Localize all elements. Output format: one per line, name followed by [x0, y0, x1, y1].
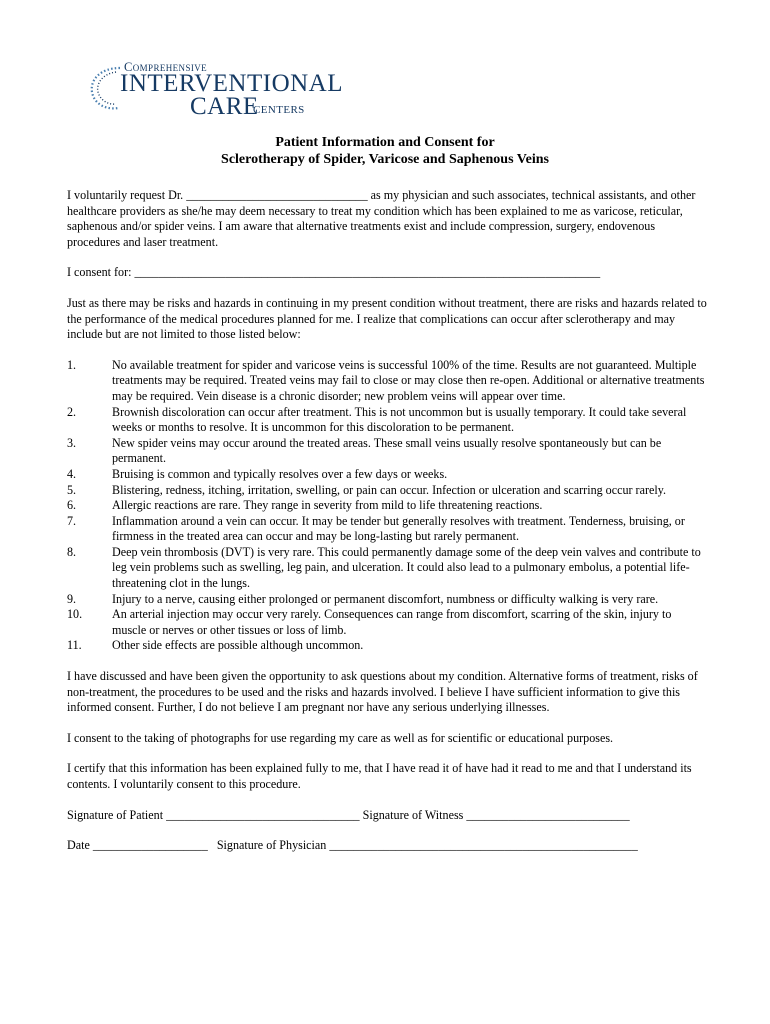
- company-logo: [86, 58, 344, 122]
- list-text: Injury to a nerve, causing either prolonged or permanent discomfort, numbness or difficulty walking is very rare.: [112, 591, 659, 606]
- list-item: [67, 498, 707, 514]
- list-text: Inflammation around a vein can occur. It may be tender but generally resolves with treatment. Tenderness, bruising, or firmness in the treated area can occur and may be long-lasting but rarely permanent.: [112, 513, 685, 544]
- list-number: 4.: [67, 466, 77, 481]
- list-number: 2.: [67, 404, 77, 419]
- list-text: Bruising is common and typically resolves over a few days or weeks.: [112, 466, 448, 481]
- list-item: [67, 483, 707, 499]
- list-item: [67, 436, 707, 467]
- witness-signature-field[interactable]: Signature of Witness ___________________________: [362, 807, 630, 822]
- discussed-paragraph: I have discussed and have been given the opportunity to ask questions about my condition. Alternative forms of treatment, risks of non-treatment, the procedures to be used and the risks and hazards involved. I believe I have sufficient information to give this informed consent. Further, I do not believe I am pregnant nor have any serious underlying illnesses.: [67, 669, 698, 715]
- logo-line-4: CENTERS: [253, 104, 305, 116]
- list-text: Brownish discoloration can occur after treatment. This is not uncommon but is usually temporary. It could take several weeks or months to resolve. It is uncommon for this discoloration to be permanent.: [112, 404, 687, 435]
- list-number: 10.: [67, 607, 83, 622]
- list-text: New spider veins may occur around the treated areas. These small veins usually resolve spontaneously but can be permanent.: [112, 435, 662, 466]
- signature-row-1: [67, 808, 707, 824]
- intro-paragraph: I voluntarily request Dr. ______________________________ as my physician and such associates, technical assistants, and other healthcare providers as she/he may deem necessary to treat my condition which has been explained to me as varicose, reticular, saphenous and/or spider veins. I am aware that alternative treatments exist and include compression, surgery, endovenous procedures and laser treatment.: [67, 188, 696, 249]
- logo-line-2: INTERVENTIONAL: [120, 70, 344, 97]
- certify-paragraph: I certify that this information has been explained fully to me, that I have read it of have had it read to me and that I understand its contents. I voluntarily consent to this procedure.: [67, 761, 692, 791]
- physician-signature-field[interactable]: Signature of Physician ___________________________________________________: [216, 838, 638, 853]
- logo-line-3: CARE: [190, 93, 259, 120]
- list-text: An arterial injection may occur very rarely. Consequences can range from discomfort, scarring of the skin, injury to muscle or nerves or other tissues or loss of limb.: [112, 607, 672, 637]
- page-title-line-1: Patient Information and Consent for: [275, 135, 495, 150]
- list-number: 3.: [67, 435, 77, 450]
- list-item: [67, 545, 707, 592]
- list-text: Other side effects are possible although uncommon.: [112, 638, 364, 653]
- patient-signature-field[interactable]: Signature of Patient ________________________________: [67, 807, 360, 822]
- consent-for-line: I consent for: _____________________________________________________________________________: [67, 265, 601, 280]
- list-number: 5.: [67, 482, 77, 497]
- form-body: [67, 188, 707, 854]
- page-title-line-2: Sclerotherapy of Spider, Varicose and Saphenous Veins: [221, 152, 549, 167]
- risks-list: [67, 358, 707, 654]
- signature-row-2: [67, 838, 707, 854]
- risks-intro-paragraph: Just as there may be risks and hazards in continuing in my present condition without treatment, there are risks and hazards related to the performance of the medical procedures planned for me. I realize that complications can occur after sclerotherapy and may include but are not limited to those listed below:: [67, 295, 707, 342]
- list-number: 1.: [67, 357, 77, 372]
- list-item: [67, 405, 707, 436]
- list-text: Blistering, redness, itching, irritation, swelling, or pain can occur. Infection or ulceration and scarring occur rarely.: [112, 482, 666, 497]
- list-item: [67, 607, 707, 638]
- list-item: [67, 638, 707, 654]
- list-item: [67, 592, 707, 608]
- list-number: 11.: [67, 638, 82, 653]
- list-number: 6.: [67, 498, 77, 513]
- list-number: 7.: [67, 513, 77, 528]
- list-text: Allergic reactions are rare. They range in severity from mild to life threatening reactions.: [112, 498, 543, 513]
- list-text: No available treatment for spider and varicose veins is successful 100% of the time. Results are not guaranteed. Multiple treatments may be required. Treated veins may fail to close or may close then re-open. Additional or alternative treatments may be required. Vein disease is a chronic disorder; new problem veins will appear over time.: [112, 357, 705, 403]
- logo-line-1: Comprehensive: [124, 60, 208, 74]
- list-item: [67, 467, 707, 483]
- list-text: Deep vein thrombosis (DVT) is very rare. This could permanently damage some of the deep vein valves and contribute to leg vein problems such as swelling, leg pain, and ulceration. It could also lead to a pulmonary embolus, a potential life-threatening clot in the lungs.: [112, 544, 701, 591]
- list-number: 9.: [67, 591, 77, 606]
- date-field[interactable]: Date ___________________: [67, 838, 208, 853]
- list-item: [67, 358, 707, 405]
- list-number: 8.: [67, 544, 77, 559]
- list-item: [67, 514, 707, 545]
- photos-paragraph: I consent to the taking of photographs for use regarding my care as well as for scientific or educational purposes.: [67, 730, 614, 745]
